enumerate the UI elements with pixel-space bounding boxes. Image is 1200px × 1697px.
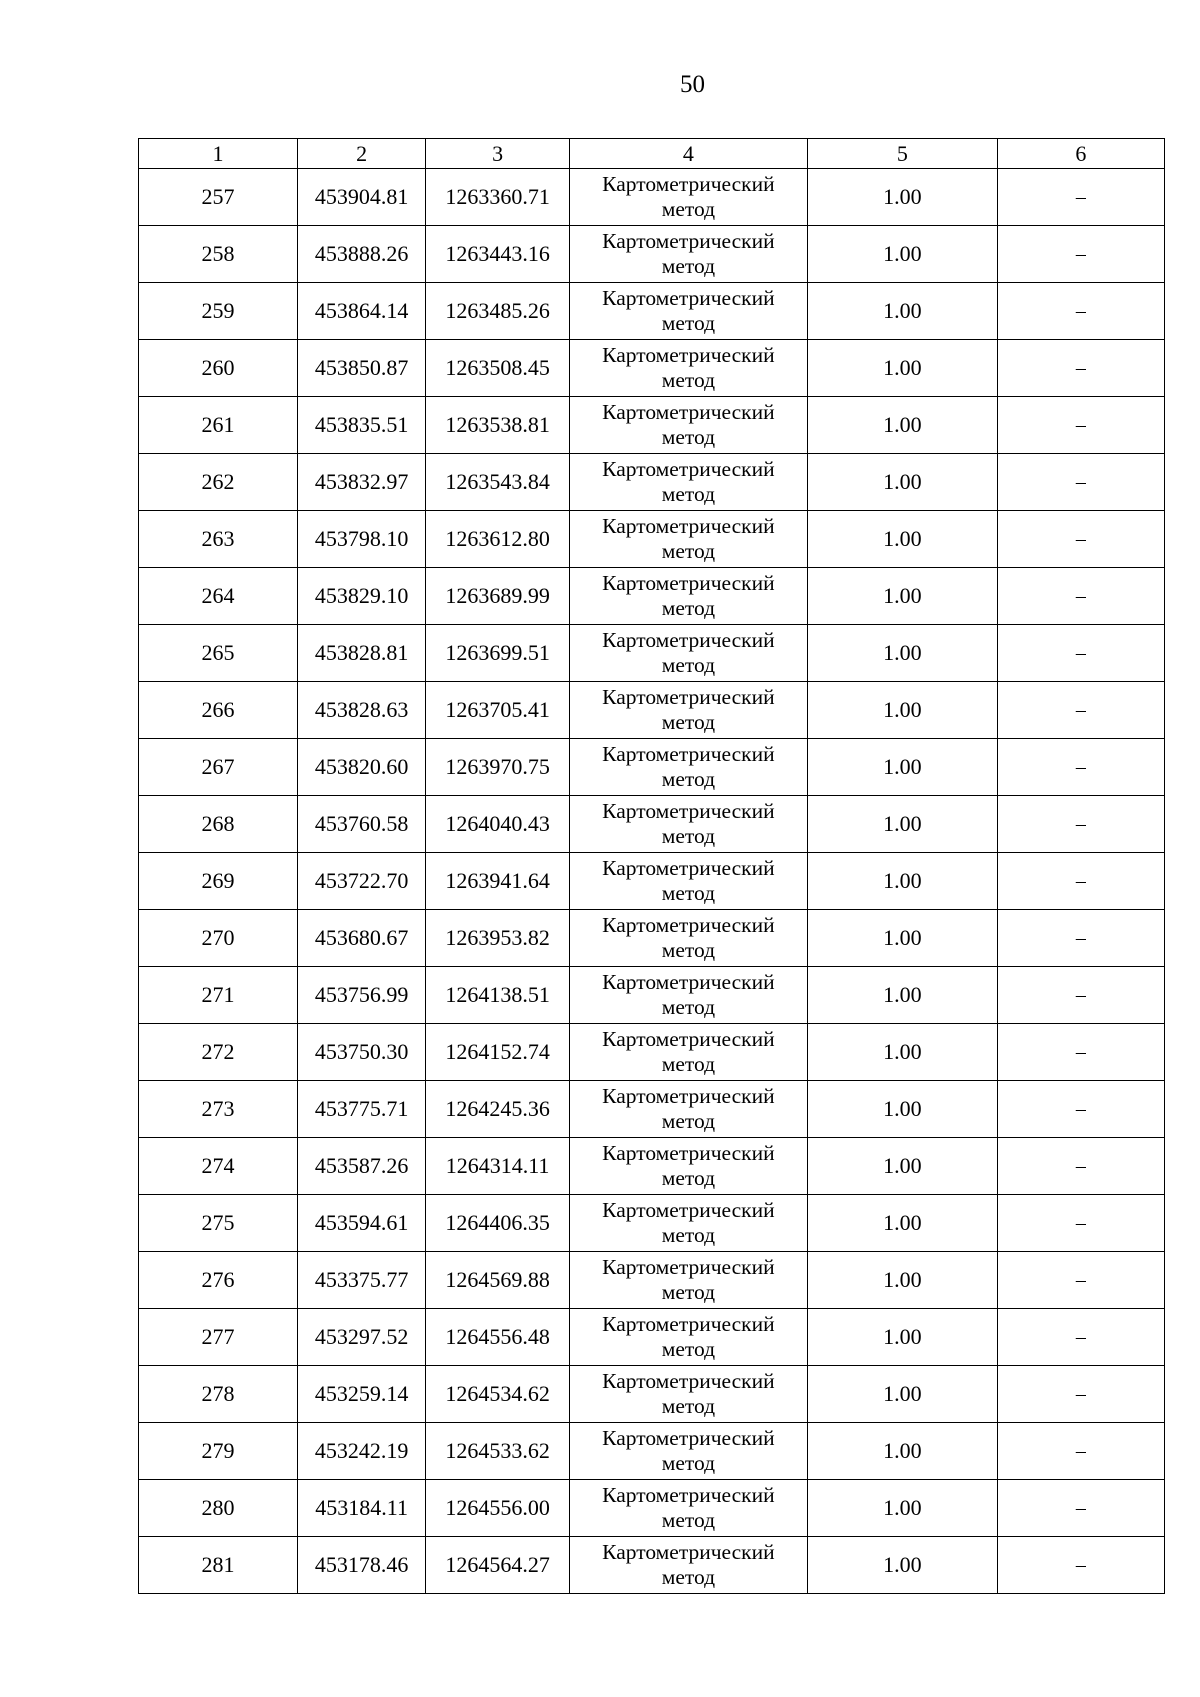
accuracy-cell: 1.00 (807, 1423, 997, 1480)
note-cell: – (997, 1537, 1164, 1594)
point-number-cell: 280 (139, 1480, 298, 1537)
note-cell: – (997, 283, 1164, 340)
note-cell: – (997, 739, 1164, 796)
point-number-cell: 262 (139, 454, 298, 511)
point-number-cell: 275 (139, 1195, 298, 1252)
method-cell (569, 1537, 807, 1594)
table-row (139, 910, 1165, 967)
y-coordinate-cell: 1264533.62 (426, 1423, 570, 1480)
method-line-2: метод (661, 1280, 716, 1304)
method-cell (569, 169, 807, 226)
note-cell: – (997, 511, 1164, 568)
point-number-cell: 257 (139, 169, 298, 226)
method-line-2: метод (661, 368, 716, 392)
method-line-2: метод (661, 1337, 716, 1361)
note-cell: – (997, 853, 1164, 910)
method-line-2: метод (661, 596, 716, 620)
method-line-2: метод (661, 995, 716, 1019)
x-coordinate-cell: 453829.10 (298, 568, 426, 625)
column-header-6: 6 (997, 139, 1164, 169)
table-row (139, 1024, 1165, 1081)
y-coordinate-cell: 1263970.75 (426, 739, 570, 796)
method-cell (569, 1195, 807, 1252)
table-row (139, 1423, 1165, 1480)
point-number-cell: 270 (139, 910, 298, 967)
accuracy-cell: 1.00 (807, 169, 997, 226)
point-number-cell: 271 (139, 967, 298, 1024)
method-line-1: Картометрический (602, 1426, 775, 1450)
point-number-cell: 266 (139, 682, 298, 739)
y-coordinate-cell: 1264138.51 (426, 967, 570, 1024)
x-coordinate-cell: 453850.87 (298, 340, 426, 397)
y-coordinate-cell: 1263612.80 (426, 511, 570, 568)
x-coordinate-cell: 453798.10 (298, 511, 426, 568)
accuracy-cell: 1.00 (807, 1537, 997, 1594)
x-coordinate-cell: 453750.30 (298, 1024, 426, 1081)
method-cell (569, 1252, 807, 1309)
method-line-2: метод (661, 824, 716, 848)
method-line-2: метод (661, 767, 716, 791)
point-number-cell: 276 (139, 1252, 298, 1309)
table-row (139, 340, 1165, 397)
method-line-1: Картометрический (602, 1141, 775, 1165)
y-coordinate-cell: 1264564.27 (426, 1537, 570, 1594)
table-row (139, 1366, 1165, 1423)
point-number-cell: 265 (139, 625, 298, 682)
method-cell (569, 454, 807, 511)
accuracy-cell: 1.00 (807, 739, 997, 796)
method-line-1: Картометрический (602, 628, 775, 652)
method-cell (569, 853, 807, 910)
y-coordinate-cell: 1263689.99 (426, 568, 570, 625)
column-header-1: 1 (139, 139, 298, 169)
method-cell (569, 739, 807, 796)
y-coordinate-cell: 1263443.16 (426, 226, 570, 283)
note-cell: – (997, 682, 1164, 739)
y-coordinate-cell: 1264314.11 (426, 1138, 570, 1195)
method-line-1: Картометрический (602, 742, 775, 766)
method-line-2: метод (661, 482, 716, 506)
point-number-cell: 267 (139, 739, 298, 796)
method-line-2: метод (661, 254, 716, 278)
x-coordinate-cell: 453722.70 (298, 853, 426, 910)
table-row (139, 1480, 1165, 1537)
method-line-2: метод (661, 311, 716, 335)
table-body (139, 169, 1165, 1594)
table-row (139, 739, 1165, 796)
table-row (139, 853, 1165, 910)
method-line-1: Картометрический (602, 913, 775, 937)
method-cell (569, 1024, 807, 1081)
accuracy-cell: 1.00 (807, 283, 997, 340)
method-line-1: Картометрический (602, 1198, 775, 1222)
y-coordinate-cell: 1264040.43 (426, 796, 570, 853)
note-cell: – (997, 169, 1164, 226)
point-number-cell: 261 (139, 397, 298, 454)
y-coordinate-cell: 1264534.62 (426, 1366, 570, 1423)
table-row (139, 967, 1165, 1024)
x-coordinate-cell: 453828.63 (298, 682, 426, 739)
method-line-2: метод (661, 710, 716, 734)
point-number-cell: 259 (139, 283, 298, 340)
note-cell: – (997, 454, 1164, 511)
coordinates-table-container (138, 138, 1165, 1594)
note-cell: – (997, 1081, 1164, 1138)
x-coordinate-cell: 453835.51 (298, 397, 426, 454)
note-cell: – (997, 1309, 1164, 1366)
note-cell: – (997, 1024, 1164, 1081)
method-cell (569, 1480, 807, 1537)
method-cell (569, 568, 807, 625)
method-line-1: Картометрический (602, 856, 775, 880)
method-cell (569, 910, 807, 967)
note-cell: – (997, 397, 1164, 454)
x-coordinate-cell: 453828.81 (298, 625, 426, 682)
method-line-2: метод (661, 1508, 716, 1532)
point-number-cell: 269 (139, 853, 298, 910)
method-cell (569, 283, 807, 340)
method-line-2: метод (661, 881, 716, 905)
note-cell: – (997, 967, 1164, 1024)
note-cell: – (997, 796, 1164, 853)
note-cell: – (997, 568, 1164, 625)
x-coordinate-cell: 453184.11 (298, 1480, 426, 1537)
method-line-2: метод (661, 1394, 716, 1418)
point-number-cell: 264 (139, 568, 298, 625)
method-cell (569, 511, 807, 568)
y-coordinate-cell: 1263941.64 (426, 853, 570, 910)
note-cell: – (997, 226, 1164, 283)
method-cell (569, 967, 807, 1024)
table-row (139, 169, 1165, 226)
point-number-cell: 268 (139, 796, 298, 853)
table-row (139, 1081, 1165, 1138)
y-coordinate-cell: 1263699.51 (426, 625, 570, 682)
accuracy-cell: 1.00 (807, 1309, 997, 1366)
x-coordinate-cell: 453904.81 (298, 169, 426, 226)
method-line-1: Картометрический (602, 400, 775, 424)
x-coordinate-cell: 453888.26 (298, 226, 426, 283)
method-line-2: метод (661, 1166, 716, 1190)
method-cell (569, 226, 807, 283)
point-number-cell: 278 (139, 1366, 298, 1423)
accuracy-cell: 1.00 (807, 1252, 997, 1309)
method-cell (569, 625, 807, 682)
method-line-1: Картометрический (602, 457, 775, 481)
method-line-1: Картометрический (602, 1027, 775, 1051)
table-row (139, 226, 1165, 283)
method-line-1: Картометрический (602, 172, 775, 196)
method-line-1: Картометрический (602, 1369, 775, 1393)
point-number-cell: 273 (139, 1081, 298, 1138)
note-cell: – (997, 340, 1164, 397)
method-cell (569, 340, 807, 397)
accuracy-cell: 1.00 (807, 511, 997, 568)
method-line-1: Картометрический (602, 685, 775, 709)
method-line-1: Картометрический (602, 514, 775, 538)
method-cell (569, 796, 807, 853)
point-number-cell: 274 (139, 1138, 298, 1195)
method-line-2: метод (661, 1565, 716, 1589)
column-header-5: 5 (807, 139, 997, 169)
x-coordinate-cell: 453259.14 (298, 1366, 426, 1423)
method-line-1: Картометрический (602, 229, 775, 253)
x-coordinate-cell: 453178.46 (298, 1537, 426, 1594)
point-number-cell: 260 (139, 340, 298, 397)
note-cell: – (997, 1366, 1164, 1423)
x-coordinate-cell: 453775.71 (298, 1081, 426, 1138)
method-cell (569, 1423, 807, 1480)
x-coordinate-cell: 453594.61 (298, 1195, 426, 1252)
method-line-2: метод (661, 1451, 716, 1475)
table-row (139, 511, 1165, 568)
table-row (139, 1252, 1165, 1309)
y-coordinate-cell: 1263953.82 (426, 910, 570, 967)
x-coordinate-cell: 453820.60 (298, 739, 426, 796)
method-line-1: Картометрический (602, 1540, 775, 1564)
column-header-3: 3 (426, 139, 570, 169)
point-number-cell: 272 (139, 1024, 298, 1081)
note-cell: – (997, 1195, 1164, 1252)
method-line-2: метод (661, 1109, 716, 1133)
method-line-1: Картометрический (602, 1483, 775, 1507)
method-cell (569, 1138, 807, 1195)
method-line-1: Картометрический (602, 799, 775, 823)
x-coordinate-cell: 453756.99 (298, 967, 426, 1024)
method-cell (569, 682, 807, 739)
y-coordinate-cell: 1264406.35 (426, 1195, 570, 1252)
y-coordinate-cell: 1264152.74 (426, 1024, 570, 1081)
method-cell (569, 1081, 807, 1138)
table-row (139, 283, 1165, 340)
table-row (139, 682, 1165, 739)
method-cell (569, 397, 807, 454)
accuracy-cell: 1.00 (807, 340, 997, 397)
coordinates-table (138, 138, 1165, 1594)
x-coordinate-cell: 453680.67 (298, 910, 426, 967)
y-coordinate-cell: 1264556.48 (426, 1309, 570, 1366)
accuracy-cell: 1.00 (807, 967, 997, 1024)
accuracy-cell: 1.00 (807, 1081, 997, 1138)
method-cell (569, 1366, 807, 1423)
y-coordinate-cell: 1263538.81 (426, 397, 570, 454)
method-line-2: метод (661, 425, 716, 449)
table-row (139, 454, 1165, 511)
x-coordinate-cell: 453760.58 (298, 796, 426, 853)
note-cell: – (997, 1252, 1164, 1309)
note-cell: – (997, 1423, 1164, 1480)
table-row (139, 1195, 1165, 1252)
note-cell: – (997, 910, 1164, 967)
y-coordinate-cell: 1263508.45 (426, 340, 570, 397)
y-coordinate-cell: 1263543.84 (426, 454, 570, 511)
accuracy-cell: 1.00 (807, 226, 997, 283)
y-coordinate-cell: 1264245.36 (426, 1081, 570, 1138)
accuracy-cell: 1.00 (807, 910, 997, 967)
accuracy-cell: 1.00 (807, 625, 997, 682)
method-line-1: Картометрический (602, 1255, 775, 1279)
x-coordinate-cell: 453832.97 (298, 454, 426, 511)
x-coordinate-cell: 453864.14 (298, 283, 426, 340)
note-cell: – (997, 625, 1164, 682)
accuracy-cell: 1.00 (807, 1138, 997, 1195)
y-coordinate-cell: 1263485.26 (426, 283, 570, 340)
table-row (139, 568, 1165, 625)
accuracy-cell: 1.00 (807, 397, 997, 454)
accuracy-cell: 1.00 (807, 682, 997, 739)
method-line-2: метод (661, 539, 716, 563)
method-line-1: Картометрический (602, 343, 775, 367)
table-row (139, 625, 1165, 682)
y-coordinate-cell: 1263360.71 (426, 169, 570, 226)
method-line-1: Картометрический (602, 286, 775, 310)
method-line-2: метод (661, 197, 716, 221)
method-line-2: метод (661, 938, 716, 962)
y-coordinate-cell: 1264556.00 (426, 1480, 570, 1537)
point-number-cell: 279 (139, 1423, 298, 1480)
column-header-2: 2 (298, 139, 426, 169)
method-line-2: метод (661, 653, 716, 677)
x-coordinate-cell: 453587.26 (298, 1138, 426, 1195)
header-row (139, 139, 1165, 169)
accuracy-cell: 1.00 (807, 1195, 997, 1252)
point-number-cell: 258 (139, 226, 298, 283)
accuracy-cell: 1.00 (807, 1480, 997, 1537)
point-number-cell: 281 (139, 1537, 298, 1594)
method-cell (569, 1309, 807, 1366)
note-cell: – (997, 1138, 1164, 1195)
accuracy-cell: 1.00 (807, 796, 997, 853)
column-header-4: 4 (569, 139, 807, 169)
point-number-cell: 277 (139, 1309, 298, 1366)
x-coordinate-cell: 453375.77 (298, 1252, 426, 1309)
page-number: 50 (680, 71, 705, 98)
method-line-1: Картометрический (602, 571, 775, 595)
table-row (139, 1138, 1165, 1195)
table-row (139, 1309, 1165, 1366)
method-line-1: Картометрический (602, 970, 775, 994)
method-line-2: метод (661, 1223, 716, 1247)
table-row (139, 1537, 1165, 1594)
accuracy-cell: 1.00 (807, 568, 997, 625)
accuracy-cell: 1.00 (807, 853, 997, 910)
table-row (139, 397, 1165, 454)
y-coordinate-cell: 1263705.41 (426, 682, 570, 739)
point-number-cell: 263 (139, 511, 298, 568)
y-coordinate-cell: 1264569.88 (426, 1252, 570, 1309)
table-row (139, 796, 1165, 853)
method-line-1: Картометрический (602, 1312, 775, 1336)
method-line-2: метод (661, 1052, 716, 1076)
note-cell: – (997, 1480, 1164, 1537)
x-coordinate-cell: 453242.19 (298, 1423, 426, 1480)
accuracy-cell: 1.00 (807, 454, 997, 511)
x-coordinate-cell: 453297.52 (298, 1309, 426, 1366)
method-line-1: Картометрический (602, 1084, 775, 1108)
accuracy-cell: 1.00 (807, 1366, 997, 1423)
accuracy-cell: 1.00 (807, 1024, 997, 1081)
